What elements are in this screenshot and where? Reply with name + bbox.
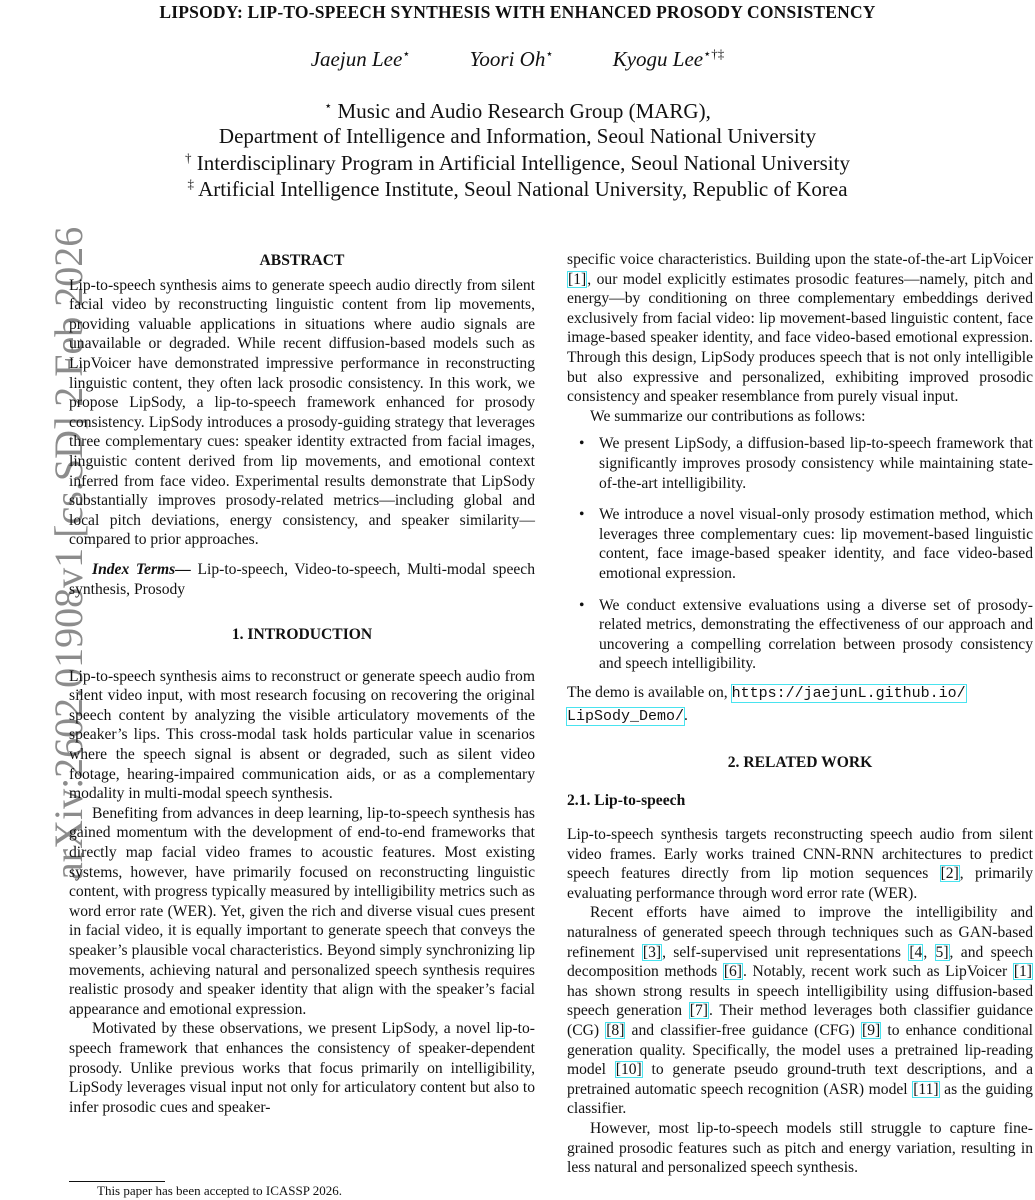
- related-paragraph-2: Recent efforts have aimed to improve the intelligibility and naturalness of generated speech through techniques such as GAN-based refinement [3], self-supervised unit representations [4, 5], and speech decomposition methods [6]. Notably, recent work such as LipVoicer [1] has shown strong results in speech intelligibility using diffusion-based speech generation [7]. Their method leverages both classifier guidance (CG) [8] and classifier-free guidance (CFG) [9] to enhance conditional generation quality. Specifically, the model uses a pretrained lip-reading model [10] to generate pseudo ground-truth text descriptions, and a pretrained automatic speech recognition (ASR) model [11] as the guiding classifier.: [567, 904, 1034, 1118]
- citation-link[interactable]: [4: [909, 943, 923, 961]
- citation-link[interactable]: [1]: [568, 270, 587, 288]
- contribution-list: [567, 434, 1033, 674]
- index-terms: Index Terms— Lip-to-speech, Video-to-speech, Multi-modal speech synthesis, Prosody: [69, 560, 535, 598]
- index-terms-label: Index Terms—: [92, 560, 191, 578]
- citation-link[interactable]: [11]: [913, 1080, 939, 1098]
- citation-link[interactable]: [6]: [723, 963, 742, 981]
- footnote: This paper has been accepted to ICASSP 2026.: [97, 1183, 343, 1198]
- affiliation-line-1: ⋆ Music and Audio Research Group (MARG),: [324, 98, 711, 123]
- bullet-icon: •: [579, 596, 585, 614]
- related-work-heading: 2. RELATED WORK: [727, 753, 873, 771]
- citation-link[interactable]: [2]: [940, 865, 959, 883]
- citation-link[interactable]: [8]: [606, 1022, 625, 1039]
- citation-link[interactable]: [1]: [1013, 963, 1032, 981]
- demo-link[interactable]: LipSody_Demo/: [567, 707, 685, 725]
- related-paragraph-3: However, most lip-to-speech models still struggle to capture fine-grained prosodic features such as pitch and energy variation, resulting in less natural and personalized speech synthesis.: [567, 1119, 1033, 1177]
- list-item: • We conduct extensive evaluations using a diverse set of prosody-related metrics, demonstrating the effectiveness of our approach and uncovering a compelling correlation between prosody consistency and speech intelligibility.: [579, 596, 1033, 673]
- demo-line: The demo is available on, https://jaejunL.github.io/ LipSody_Demo/.: [567, 683, 966, 725]
- list-item: • We introduce a novel visual-only prosody estimation method, which leverages three complementary cues: lip movement-based linguistic content, face image-based speaker identity, and face video-based emotional expression.: [579, 506, 1033, 582]
- citation-link[interactable]: [7]: [689, 1002, 708, 1020]
- author-1: Jaejun Lee⋆: [310, 46, 411, 71]
- contributions-intro: We summarize our contributions as follows:: [590, 407, 866, 425]
- author-3: Kyogu Lee⋆†‡: [612, 46, 725, 71]
- subsection-heading: 2.1. Lip-to-speech: [567, 792, 686, 810]
- bullet-icon: •: [579, 506, 585, 524]
- author-2: Yoori Oh⋆: [469, 46, 554, 71]
- demo-link[interactable]: https://jaejunL.github.io/: [731, 684, 966, 702]
- paper-title: LIPSODY: LIP-TO-SPEECH SYNTHESIS WITH ENHANCED PROSODY CONSISTENCY: [159, 2, 876, 22]
- affiliation-line-4: ‡ Artificial Intelligence Institute, Seoul National University, Republic of Korea: [187, 176, 848, 201]
- right-column: [567, 250, 1033, 1178]
- abstract-heading: ABSTRACT: [259, 252, 345, 269]
- intro-paragraph-2: Benefiting from advances in deep learning, lip-to-speech synthesis has gained momentum with the development of end-to-end frameworks that directly map facial video frames to acoustic features. Most existing systems, however, have primarily focused on reconstructing linguistic content, with progress typically measured by intelligibility metrics such as word error rate (WER). Yet, given the rich and diverse visual cues present in facial video, it is equally important to generate speech that conveys the speaker’s plausible vocal characteristics. Beyond simply synchronizing lip movements, achieving natural and personalized speech synthesis requires realistic prosody and speaker identity that align with the speaker’s facial appearance and emotional expression.: [69, 804, 535, 1018]
- abstract-text: Lip-to-speech synthesis aims to generate speech audio directly from silent facial video by reconstructing linguistic content from lip movements, providing valuable applications in situations where audio signals are unavailable or degraded. While recent diffusion-based models such as LipVoicer have demonstrated impressive performance in reconstructing linguistic content, they often lack prosodic consistency. In this work, we propose LipSody, a lip-to-speech framework enhanced for prosody consistency. LipSody introduces a prosody-guiding strategy that leverages three complementary cues: speaker identity extracted from facial images, linguistic content derived from lip movements, and emotional context inferred from face video. Experimental results demonstrate that LipSody substantially improves prosody-related metrics—including global and local pitch deviations, energy consistency, and speaker similarity—compared to prior approaches.: [69, 276, 535, 549]
- intro-paragraph-3: Motivated by these observations, we present LipSody, a novel lip-to-speech framework that enhances the consistency of speaker-dependent prosody. Unlike previous works that focus primarily on intelligibility, LipSody leverages visual input not only for articulatory content but also to infer prosodic cues and speaker-: [69, 1020, 535, 1116]
- intro-paragraph-4: specific voice characteristics. Building upon the state-of-the-art LipVoicer [1], our model explicitly estimates prosodic features—namely, pitch and energy—by conditioning on three complementary embeddings derived exclusively from facial video: lip movement-based linguistic content, face image-based speaker identity, and face video-based emotional expression. Through this design, LipSody produces speech that is not only intelligible but also expressive and personalized, exhibiting improved prosodic consistency and speaker resemblance from purely visual input.: [567, 251, 1033, 406]
- citation-link[interactable]: [9]: [862, 1022, 881, 1039]
- citation-link[interactable]: 5]: [935, 943, 949, 961]
- author-list: [0, 46, 1035, 72]
- footnote-rule: [69, 1181, 165, 1182]
- intro-paragraph-1: Lip-to-speech synthesis aims to reconstruct or generate speech audio from silent video input, with most research focusing on recovering the original speech content by analyzing the visible articulatory movements of the speaker’s lips. This cross-modal task holds particular value in scenarios where the speech signal is absent or degraded, such as silent video footage, hearing-impaired communication aids, or as a complementary modality in multi-modal speech synthesis.: [69, 667, 535, 803]
- citation-link[interactable]: [3]: [642, 943, 662, 961]
- bullet-icon: •: [579, 435, 585, 453]
- list-item: • We present LipSody, a diffusion-based lip-to-speech framework that significantly improves prosody consistency while maintaining state-of-the-art intelligibility.: [579, 435, 1033, 492]
- left-column: [69, 251, 535, 1117]
- related-paragraph-1: Lip-to-speech synthesis targets reconstructing speech audio from silent video frames. Early works trained CNN-RNN architectures to predict speech features directly from lip motion sequences [2], primarily evaluating performance through word error rate (WER).: [567, 826, 1033, 902]
- affiliation-line-3: † Interdisciplinary Program in Artificial Intelligence, Seoul National University: [185, 150, 850, 175]
- introduction-heading: 1. INTRODUCTION: [231, 626, 373, 644]
- arxiv-id: arXiv:2602.01908v1 [cs.SD] 2 Feb 2026: [46, 226, 91, 880]
- citation-link[interactable]: [10]: [615, 1061, 642, 1079]
- affiliation-line-2: Department of Intelligence and Information, Seoul National University: [218, 124, 817, 148]
